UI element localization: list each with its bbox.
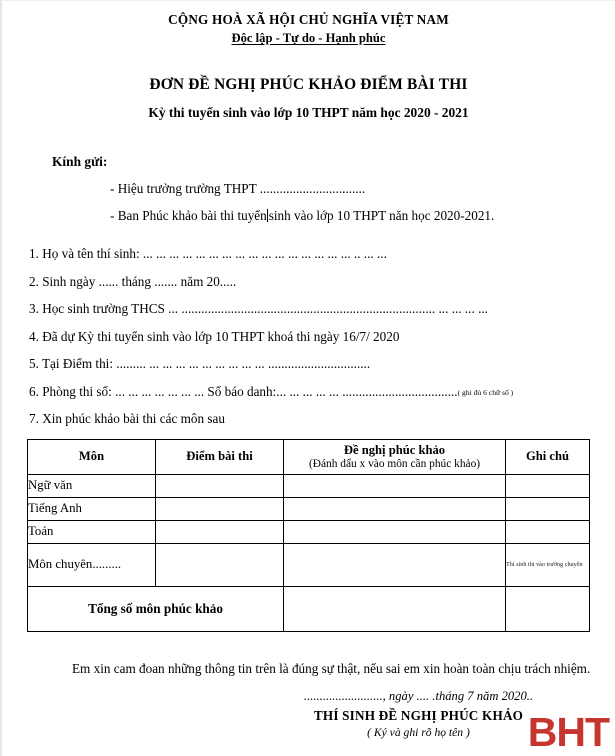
cell-note-math[interactable]: [506, 520, 590, 543]
field-room-note: ( ghi đủ 6 chữ số ): [457, 387, 514, 397]
signature-title: THÍ SINH ĐỀ NGHỊ PHÚC KHẢO: [313, 707, 524, 723]
cell-subject-literature: Ngữ văn: [28, 474, 156, 497]
page-subtitle: Kỳ thi tuyển sinh vào lớp 10 THPT năm học 2020 - 2021: [148, 105, 469, 120]
cell-note-english[interactable]: [506, 497, 590, 520]
commitment-text: Em xin cam đoan những thông tin trên là đúng sự thật, nếu sai em xin hoàn toàn chịu trách nhiệm.: [72, 660, 591, 676]
field-school: 3. Học sinh trường THCS ... ............................................................................. ... ... ... ...: [29, 301, 488, 316]
field-birth-date: 2. Sinh ngày ...... tháng ....... năm 20.....: [29, 273, 237, 289]
table-header-subject: Môn: [28, 439, 156, 474]
cell-subject-math: Toán: [28, 520, 156, 543]
cell-score-english[interactable]: [156, 497, 284, 520]
recipient-item-principal: - Hiệu trưởng trường THPT ................................: [110, 181, 366, 196]
national-header: [2, 1, 615, 46]
field-exam-site: 5. Tại Điểm thi: ......... ... ... ... ... ... ... ... ... ... ...............................: [29, 356, 371, 371]
cell-total-request[interactable]: [284, 586, 506, 631]
regrade-table: [27, 439, 590, 632]
cell-request-specialized[interactable]: [284, 543, 506, 586]
cell-score-literature[interactable]: [156, 474, 284, 497]
recipient-item-board: [52, 208, 615, 224]
table-header-request-sub: (Đánh dấu x vào môn cần phúc khảo): [308, 458, 481, 470]
signature-subtitle: ( Ký và ghi rõ họ tên ): [367, 725, 470, 739]
table-header-note: Ghi chú: [506, 439, 590, 474]
cell-subject-specialized: Môn chuyên.........: [28, 543, 156, 586]
form-fields: [2, 246, 615, 427]
table-row: [28, 474, 590, 497]
recipient-block: [2, 154, 615, 224]
cell-score-math[interactable]: [156, 520, 284, 543]
table-row: [28, 497, 590, 520]
signature-block: [2, 689, 615, 739]
signature-date-line: ........................., ngày .... .tháng 7 năm 2020..: [303, 688, 534, 703]
cell-request-math[interactable]: [284, 520, 506, 543]
table-total-row: [28, 586, 590, 631]
recipient-item-board-part2: sinh vào lớp 10 THPT năn học 2020-2021.: [268, 208, 495, 223]
table-header-request: [284, 439, 506, 474]
recipient-label: Kính gửi:: [52, 154, 108, 169]
cell-request-literature[interactable]: [284, 474, 506, 497]
table-row: [28, 520, 590, 543]
cell-total-label: Tổng số môn phúc khảo: [28, 586, 284, 631]
field-room-and-number: [29, 384, 599, 400]
page-title: ĐƠN ĐỀ NGHỊ PHÚC KHẢO ĐIỂM BÀI THI: [149, 76, 468, 93]
national-motto: Độc lập - Tự do - Hạnh phúc: [231, 31, 386, 45]
table-row: [28, 543, 590, 586]
cell-note-specialized: Thí sinh thi vào trường chuyên: [506, 543, 590, 586]
cell-subject-english: Tiếng Anh: [28, 497, 156, 520]
table-header-request-main: Đề nghị phúc khảo: [343, 443, 446, 457]
field-exam-date: 4. Đã dự Kỳ thi tuyển sinh vào lớp 10 THPT khoá thi ngày 16/7/ 2020: [29, 328, 400, 344]
table-header-score: Điểm bài thi: [156, 439, 284, 474]
table-header-row: [28, 439, 590, 474]
cell-request-english[interactable]: [284, 497, 506, 520]
recipient-item-board-part1: - Ban Phúc khảo bài thi tuyển: [110, 208, 267, 223]
cell-score-specialized[interactable]: [156, 543, 284, 586]
field-request-intro: 7. Xin phúc khảo bài thi các môn sau: [29, 411, 225, 426]
field-full-name: 1. Họ và tên thí sinh: ... ... ... ... ... ... ... ... ... ... ... ... ... ... ... ... .. ... ...: [29, 246, 387, 261]
field-room-text: 6. Phòng thi số: ... ... ... ... ... ... ... Số báo danh:... ... ... ... ... ...................................: [29, 383, 458, 399]
title-block: [2, 76, 615, 121]
cell-total-note[interactable]: [506, 586, 590, 631]
cell-note-literature[interactable]: [506, 474, 590, 497]
bht-watermark-logo: BHT: [527, 709, 609, 755]
national-name: CỘNG HOÀ XÃ HỘI CHỦ NGHĨA VIỆT NAM: [168, 12, 449, 27]
